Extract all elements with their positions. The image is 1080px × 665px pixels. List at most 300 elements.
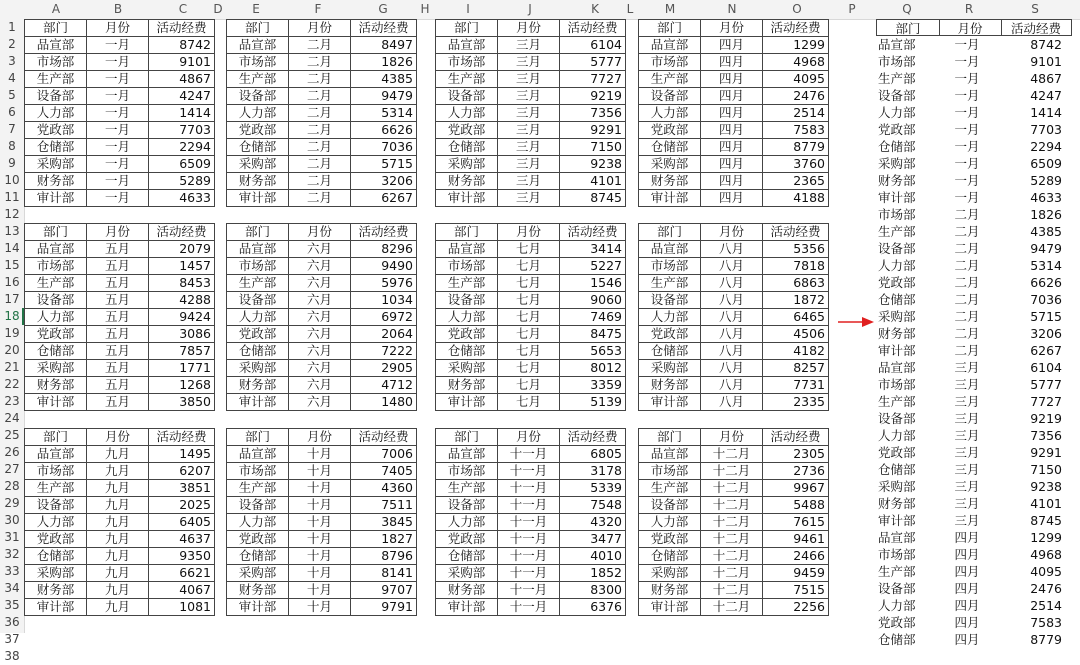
column-header-j[interactable]: J	[528, 2, 532, 16]
combined-department-cell[interactable]: 采购部	[878, 479, 916, 494]
month-cell[interactable]: 六月	[289, 309, 351, 326]
department-cell[interactable]: 审计部	[436, 599, 498, 616]
month-cell[interactable]: 五月	[87, 394, 149, 411]
amount-cell[interactable]: 5339	[560, 480, 626, 497]
combined-department-cell[interactable]: 审计部	[878, 190, 916, 205]
amount-cell[interactable]: 9707	[351, 582, 417, 599]
header-cell[interactable]: 月份	[87, 224, 149, 241]
combined-month-cell[interactable]: 一月	[954, 190, 980, 205]
amount-cell[interactable]: 4320	[560, 514, 626, 531]
department-cell[interactable]: 审计部	[639, 190, 701, 207]
combined-month-cell[interactable]: 三月	[954, 496, 980, 511]
row-header-16[interactable]: 16	[4, 275, 20, 289]
department-cell[interactable]: 仓储部	[227, 343, 289, 360]
column-header-m[interactable]: M	[664, 2, 676, 16]
month-cell[interactable]: 十一月	[498, 548, 560, 565]
department-cell[interactable]: 生产部	[639, 275, 701, 292]
amount-cell[interactable]: 9350	[149, 548, 215, 565]
month-cell[interactable]: 十二月	[701, 565, 763, 582]
department-cell[interactable]: 生产部	[25, 480, 87, 497]
amount-cell[interactable]: 6621	[149, 565, 215, 582]
amount-cell[interactable]: 9219	[560, 88, 626, 105]
row-header-33[interactable]: 33	[4, 564, 20, 578]
row-header-26[interactable]: 26	[4, 445, 20, 459]
department-cell[interactable]: 设备部	[436, 497, 498, 514]
amount-cell[interactable]: 3477	[560, 531, 626, 548]
department-cell[interactable]: 审计部	[436, 190, 498, 207]
month-cell[interactable]: 四月	[701, 71, 763, 88]
amount-cell[interactable]: 2294	[149, 139, 215, 156]
month-cell[interactable]: 十月	[289, 582, 351, 599]
column-header-e[interactable]: E	[252, 2, 260, 16]
amount-cell[interactable]: 3851	[149, 480, 215, 497]
month-cell[interactable]: 十二月	[701, 548, 763, 565]
department-cell[interactable]: 采购部	[436, 360, 498, 377]
combined-department-cell[interactable]: 仓储部	[878, 462, 916, 477]
amount-cell[interactable]: 8745	[560, 190, 626, 207]
combined-department-cell[interactable]: 设备部	[878, 411, 916, 426]
header-cell[interactable]: 月份	[87, 429, 149, 446]
month-cell[interactable]: 十月	[289, 599, 351, 616]
month-cell[interactable]: 七月	[498, 343, 560, 360]
combined-month-cell[interactable]: 二月	[954, 275, 980, 290]
month-cell[interactable]: 十一月	[498, 463, 560, 480]
combined-amount-cell[interactable]: 6509	[1030, 156, 1062, 171]
month-cell[interactable]: 三月	[498, 139, 560, 156]
column-header-f[interactable]: F	[314, 2, 322, 16]
amount-cell[interactable]: 3414	[560, 241, 626, 258]
month-cell[interactable]: 十一月	[498, 531, 560, 548]
department-cell[interactable]: 市场部	[436, 463, 498, 480]
department-cell[interactable]: 仓储部	[25, 343, 87, 360]
month-cell[interactable]: 三月	[498, 156, 560, 173]
department-cell[interactable]: 生产部	[227, 480, 289, 497]
combined-amount-cell[interactable]: 7583	[1030, 615, 1062, 630]
department-cell[interactable]: 品宣部	[227, 241, 289, 258]
department-cell[interactable]: 人力部	[639, 105, 701, 122]
month-cell[interactable]: 十二月	[701, 463, 763, 480]
column-header-d[interactable]: D	[213, 2, 223, 16]
month-cell[interactable]: 三月	[498, 71, 560, 88]
month-cell[interactable]: 一月	[87, 88, 149, 105]
month-cell[interactable]: 九月	[87, 480, 149, 497]
amount-cell[interactable]: 4288	[149, 292, 215, 309]
month-cell[interactable]: 十二月	[701, 497, 763, 514]
amount-cell[interactable]: 4101	[560, 173, 626, 190]
combined-department-cell[interactable]: 市场部	[878, 207, 916, 222]
combined-amount-cell[interactable]: 1299	[1030, 530, 1062, 545]
department-cell[interactable]: 党政部	[436, 531, 498, 548]
amount-cell[interactable]: 9479	[351, 88, 417, 105]
department-cell[interactable]: 采购部	[227, 360, 289, 377]
month-cell[interactable]: 七月	[498, 275, 560, 292]
amount-cell[interactable]: 7356	[560, 105, 626, 122]
month-cell[interactable]: 四月	[701, 105, 763, 122]
amount-cell[interactable]: 1034	[351, 292, 417, 309]
month-cell[interactable]: 十一月	[498, 446, 560, 463]
month-cell[interactable]: 四月	[701, 37, 763, 54]
month-cell[interactable]: 二月	[289, 139, 351, 156]
combined-department-cell[interactable]: 市场部	[878, 54, 916, 69]
row-header-21[interactable]: 21	[4, 360, 20, 374]
amount-cell[interactable]: 8453	[149, 275, 215, 292]
amount-cell[interactable]: 1480	[351, 394, 417, 411]
header-cell[interactable]: 活动经费	[763, 224, 829, 241]
department-cell[interactable]: 市场部	[436, 258, 498, 275]
amount-cell[interactable]: 5488	[763, 497, 829, 514]
department-cell[interactable]: 生产部	[436, 275, 498, 292]
combined-header-cell[interactable]: 月份	[939, 20, 1002, 35]
row-header-22[interactable]: 22	[4, 377, 20, 391]
combined-department-cell[interactable]: 财务部	[878, 496, 916, 511]
combined-month-cell[interactable]: 三月	[954, 360, 980, 375]
month-cell[interactable]: 七月	[498, 309, 560, 326]
month-cell[interactable]: 一月	[87, 37, 149, 54]
header-cell[interactable]: 部门	[25, 429, 87, 446]
combined-amount-cell[interactable]: 8779	[1030, 632, 1062, 647]
amount-cell[interactable]: 7583	[763, 122, 829, 139]
row-header-27[interactable]: 27	[4, 462, 20, 476]
combined-month-cell[interactable]: 一月	[954, 122, 980, 137]
header-cell[interactable]: 月份	[498, 20, 560, 37]
month-cell[interactable]: 六月	[289, 377, 351, 394]
combined-amount-cell[interactable]: 9291	[1030, 445, 1062, 460]
combined-department-cell[interactable]: 生产部	[878, 71, 916, 86]
combined-amount-cell[interactable]: 7356	[1030, 428, 1062, 443]
combined-month-cell[interactable]: 二月	[954, 326, 980, 341]
header-cell[interactable]: 活动经费	[351, 20, 417, 37]
month-cell[interactable]: 六月	[289, 275, 351, 292]
amount-cell[interactable]: 1852	[560, 565, 626, 582]
amount-cell[interactable]: 2025	[149, 497, 215, 514]
department-cell[interactable]: 财务部	[639, 173, 701, 190]
month-cell[interactable]: 二月	[289, 71, 351, 88]
month-cell[interactable]: 五月	[87, 309, 149, 326]
amount-cell[interactable]: 5777	[560, 54, 626, 71]
column-header-q[interactable]: Q	[902, 2, 912, 16]
combined-month-cell[interactable]: 一月	[954, 173, 980, 188]
amount-cell[interactable]: 2466	[763, 548, 829, 565]
row-header-17[interactable]: 17	[4, 292, 20, 306]
combined-month-cell[interactable]: 三月	[954, 479, 980, 494]
department-cell[interactable]: 市场部	[25, 463, 87, 480]
combined-amount-cell[interactable]: 9101	[1030, 54, 1062, 69]
row-header-13[interactable]: 13	[4, 224, 20, 238]
department-cell[interactable]: 采购部	[25, 565, 87, 582]
month-cell[interactable]: 十月	[289, 565, 351, 582]
amount-cell[interactable]: 6376	[560, 599, 626, 616]
combined-department-cell[interactable]: 采购部	[878, 309, 916, 324]
month-cell[interactable]: 九月	[87, 463, 149, 480]
department-cell[interactable]: 品宣部	[227, 37, 289, 54]
department-cell[interactable]: 市场部	[25, 258, 87, 275]
header-cell[interactable]: 部门	[436, 224, 498, 241]
combined-department-cell[interactable]: 党政部	[878, 615, 916, 630]
amount-cell[interactable]: 1771	[149, 360, 215, 377]
month-cell[interactable]: 五月	[87, 360, 149, 377]
combined-department-cell[interactable]: 市场部	[878, 377, 916, 392]
amount-cell[interactable]: 5715	[351, 156, 417, 173]
month-cell[interactable]: 九月	[87, 531, 149, 548]
month-cell[interactable]: 五月	[87, 241, 149, 258]
amount-cell[interactable]: 2079	[149, 241, 215, 258]
department-cell[interactable]: 市场部	[639, 463, 701, 480]
combined-month-cell[interactable]: 三月	[954, 394, 980, 409]
combined-amount-cell[interactable]: 3206	[1030, 326, 1062, 341]
combined-amount-cell[interactable]: 4095	[1030, 564, 1062, 579]
month-cell[interactable]: 八月	[701, 292, 763, 309]
month-cell[interactable]: 八月	[701, 360, 763, 377]
department-cell[interactable]: 党政部	[25, 326, 87, 343]
row-header-29[interactable]: 29	[4, 496, 20, 510]
department-cell[interactable]: 采购部	[227, 565, 289, 582]
combined-amount-cell[interactable]: 7150	[1030, 462, 1062, 477]
month-cell[interactable]: 三月	[498, 173, 560, 190]
combined-department-cell[interactable]: 仓储部	[878, 292, 916, 307]
row-header-10[interactable]: 10	[4, 173, 20, 187]
amount-cell[interactable]: 6509	[149, 156, 215, 173]
header-cell[interactable]: 活动经费	[560, 20, 626, 37]
month-cell[interactable]: 一月	[87, 190, 149, 207]
department-cell[interactable]: 设备部	[25, 497, 87, 514]
amount-cell[interactable]: 7731	[763, 377, 829, 394]
month-cell[interactable]: 六月	[289, 394, 351, 411]
department-cell[interactable]: 人力部	[639, 514, 701, 531]
department-cell[interactable]: 党政部	[227, 122, 289, 139]
month-cell[interactable]: 一月	[87, 122, 149, 139]
amount-cell[interactable]: 1546	[560, 275, 626, 292]
combined-header-cell[interactable]: 活动经费	[1010, 21, 1061, 36]
amount-cell[interactable]: 7615	[763, 514, 829, 531]
combined-department-cell[interactable]: 品宣部	[878, 360, 916, 375]
month-cell[interactable]: 八月	[701, 394, 763, 411]
month-cell[interactable]: 八月	[701, 343, 763, 360]
row-header-30[interactable]: 30	[4, 513, 20, 527]
department-cell[interactable]: 采购部	[639, 565, 701, 582]
department-cell[interactable]: 采购部	[436, 565, 498, 582]
department-cell[interactable]: 财务部	[639, 377, 701, 394]
department-cell[interactable]: 财务部	[227, 582, 289, 599]
department-cell[interactable]: 品宣部	[639, 37, 701, 54]
month-cell[interactable]: 一月	[87, 139, 149, 156]
combined-department-cell[interactable]: 人力部	[878, 105, 916, 120]
month-cell[interactable]: 二月	[289, 190, 351, 207]
combined-department-cell[interactable]: 设备部	[878, 88, 916, 103]
month-cell[interactable]: 七月	[498, 292, 560, 309]
department-cell[interactable]: 采购部	[227, 156, 289, 173]
header-cell[interactable]: 部门	[227, 224, 289, 241]
combined-amount-cell[interactable]: 9479	[1030, 241, 1062, 256]
combined-month-cell[interactable]: 二月	[954, 292, 980, 307]
department-cell[interactable]: 设备部	[436, 88, 498, 105]
combined-amount-cell[interactable]: 8745	[1030, 513, 1062, 528]
column-header-h[interactable]: H	[420, 2, 430, 16]
month-cell[interactable]: 七月	[498, 258, 560, 275]
department-cell[interactable]: 设备部	[639, 497, 701, 514]
amount-cell[interactable]: 4712	[351, 377, 417, 394]
amount-cell[interactable]: 4182	[763, 343, 829, 360]
month-cell[interactable]: 七月	[498, 394, 560, 411]
department-cell[interactable]: 审计部	[639, 599, 701, 616]
amount-cell[interactable]: 9291	[560, 122, 626, 139]
department-cell[interactable]: 仓储部	[227, 139, 289, 156]
header-cell[interactable]: 月份	[289, 20, 351, 37]
department-cell[interactable]: 财务部	[227, 173, 289, 190]
amount-cell[interactable]: 6104	[560, 37, 626, 54]
amount-cell[interactable]: 8300	[560, 582, 626, 599]
row-header-19[interactable]: 19	[4, 326, 20, 340]
amount-cell[interactable]: 9060	[560, 292, 626, 309]
department-cell[interactable]: 人力部	[227, 105, 289, 122]
combined-department-cell[interactable]: 人力部	[878, 598, 916, 613]
month-cell[interactable]: 一月	[87, 71, 149, 88]
amount-cell[interactable]: 9101	[149, 54, 215, 71]
month-cell[interactable]: 六月	[289, 343, 351, 360]
month-cell[interactable]: 四月	[701, 190, 763, 207]
combined-amount-cell[interactable]: 2476	[1030, 581, 1062, 596]
column-header-i[interactable]: I	[466, 2, 470, 16]
month-cell[interactable]: 五月	[87, 275, 149, 292]
column-header-g[interactable]: G	[378, 2, 388, 16]
department-cell[interactable]: 生产部	[436, 480, 498, 497]
month-cell[interactable]: 一月	[87, 54, 149, 71]
department-cell[interactable]: 品宣部	[436, 446, 498, 463]
amount-cell[interactable]: 4637	[149, 531, 215, 548]
department-cell[interactable]: 党政部	[25, 531, 87, 548]
amount-cell[interactable]: 9459	[763, 565, 829, 582]
row-header-9[interactable]: 9	[8, 156, 16, 170]
amount-cell[interactable]: 4360	[351, 480, 417, 497]
month-cell[interactable]: 四月	[701, 173, 763, 190]
combined-month-cell[interactable]: 三月	[954, 377, 980, 392]
combined-amount-cell[interactable]: 4101	[1030, 496, 1062, 511]
header-cell[interactable]: 月份	[289, 429, 351, 446]
combined-month-cell[interactable]: 二月	[954, 343, 980, 358]
amount-cell[interactable]: 4506	[763, 326, 829, 343]
amount-cell[interactable]: 2365	[763, 173, 829, 190]
department-cell[interactable]: 品宣部	[227, 446, 289, 463]
combined-department-cell[interactable]: 采购部	[878, 156, 916, 171]
department-cell[interactable]: 财务部	[436, 582, 498, 599]
amount-cell[interactable]: 6805	[560, 446, 626, 463]
combined-amount-cell[interactable]: 5777	[1030, 377, 1062, 392]
month-cell[interactable]: 一月	[87, 173, 149, 190]
department-cell[interactable]: 市场部	[227, 54, 289, 71]
department-cell[interactable]: 仓储部	[25, 548, 87, 565]
month-cell[interactable]: 六月	[289, 326, 351, 343]
month-cell[interactable]: 四月	[701, 122, 763, 139]
row-header-12[interactable]: 12	[4, 207, 20, 221]
department-cell[interactable]: 财务部	[25, 377, 87, 394]
month-cell[interactable]: 二月	[289, 105, 351, 122]
department-cell[interactable]: 人力部	[436, 514, 498, 531]
month-cell[interactable]: 十二月	[701, 582, 763, 599]
header-cell[interactable]: 部门	[25, 20, 87, 37]
department-cell[interactable]: 仓储部	[436, 343, 498, 360]
amount-cell[interactable]: 1268	[149, 377, 215, 394]
department-cell[interactable]: 采购部	[436, 156, 498, 173]
department-cell[interactable]: 市场部	[227, 258, 289, 275]
combined-month-cell[interactable]: 一月	[954, 105, 980, 120]
month-cell[interactable]: 九月	[87, 582, 149, 599]
amount-cell[interactable]: 3359	[560, 377, 626, 394]
amount-cell[interactable]: 8141	[351, 565, 417, 582]
amount-cell[interactable]: 1495	[149, 446, 215, 463]
month-cell[interactable]: 八月	[701, 258, 763, 275]
month-cell[interactable]: 十一月	[498, 565, 560, 582]
department-cell[interactable]: 党政部	[639, 531, 701, 548]
amount-cell[interactable]: 2064	[351, 326, 417, 343]
month-cell[interactable]: 三月	[498, 54, 560, 71]
amount-cell[interactable]: 9238	[560, 156, 626, 173]
combined-department-cell[interactable]: 财务部	[878, 326, 916, 341]
combined-month-cell[interactable]: 三月	[954, 513, 980, 528]
amount-cell[interactable]: 5139	[560, 394, 626, 411]
column-header-r[interactable]: R	[964, 2, 974, 16]
amount-cell[interactable]: 6207	[149, 463, 215, 480]
combined-month-cell[interactable]: 四月	[954, 530, 980, 545]
header-cell[interactable]: 部门	[227, 429, 289, 446]
department-cell[interactable]: 人力部	[25, 105, 87, 122]
combined-amount-cell[interactable]: 6267	[1030, 343, 1062, 358]
combined-amount-cell[interactable]: 2514	[1030, 598, 1062, 613]
combined-amount-cell[interactable]: 4968	[1030, 547, 1062, 562]
amount-cell[interactable]: 3845	[351, 514, 417, 531]
department-cell[interactable]: 品宣部	[25, 37, 87, 54]
combined-amount-cell[interactable]: 1826	[1030, 207, 1062, 222]
department-cell[interactable]: 审计部	[639, 394, 701, 411]
amount-cell[interactable]: 7515	[763, 582, 829, 599]
month-cell[interactable]: 十月	[289, 514, 351, 531]
amount-cell[interactable]: 4095	[763, 71, 829, 88]
month-cell[interactable]: 八月	[701, 241, 763, 258]
combined-header-cell[interactable]: 部门	[877, 20, 940, 35]
amount-cell[interactable]: 5653	[560, 343, 626, 360]
amount-cell[interactable]: 4867	[149, 71, 215, 88]
combined-amount-cell[interactable]: 9219	[1030, 411, 1062, 426]
department-cell[interactable]: 品宣部	[25, 446, 87, 463]
amount-cell[interactable]: 7857	[149, 343, 215, 360]
month-cell[interactable]: 十一月	[498, 480, 560, 497]
department-cell[interactable]: 人力部	[227, 514, 289, 531]
header-cell[interactable]: 月份	[701, 429, 763, 446]
combined-month-cell[interactable]: 一月	[954, 71, 980, 86]
amount-cell[interactable]: 1414	[149, 105, 215, 122]
combined-department-cell[interactable]: 审计部	[878, 343, 916, 358]
month-cell[interactable]: 三月	[498, 122, 560, 139]
month-cell[interactable]: 十月	[289, 548, 351, 565]
amount-cell[interactable]: 6863	[763, 275, 829, 292]
combined-department-cell[interactable]: 生产部	[878, 564, 916, 579]
combined-month-cell[interactable]: 四月	[954, 581, 980, 596]
department-cell[interactable]: 生产部	[25, 71, 87, 88]
combined-month-cell[interactable]: 二月	[954, 309, 980, 324]
department-cell[interactable]: 品宣部	[25, 241, 87, 258]
department-cell[interactable]: 财务部	[25, 582, 87, 599]
row-header-32[interactable]: 32	[4, 547, 20, 561]
combined-month-cell[interactable]: 一月	[954, 139, 980, 154]
department-cell[interactable]: 仓储部	[227, 548, 289, 565]
amount-cell[interactable]: 9424	[149, 309, 215, 326]
row-header-28[interactable]: 28	[4, 479, 20, 493]
department-cell[interactable]: 审计部	[227, 394, 289, 411]
row-header-18[interactable]: 18	[4, 309, 20, 323]
department-cell[interactable]: 设备部	[639, 88, 701, 105]
department-cell[interactable]: 设备部	[25, 292, 87, 309]
amount-cell[interactable]: 8257	[763, 360, 829, 377]
row-header-31[interactable]: 31	[4, 530, 20, 544]
month-cell[interactable]: 十一月	[498, 599, 560, 616]
